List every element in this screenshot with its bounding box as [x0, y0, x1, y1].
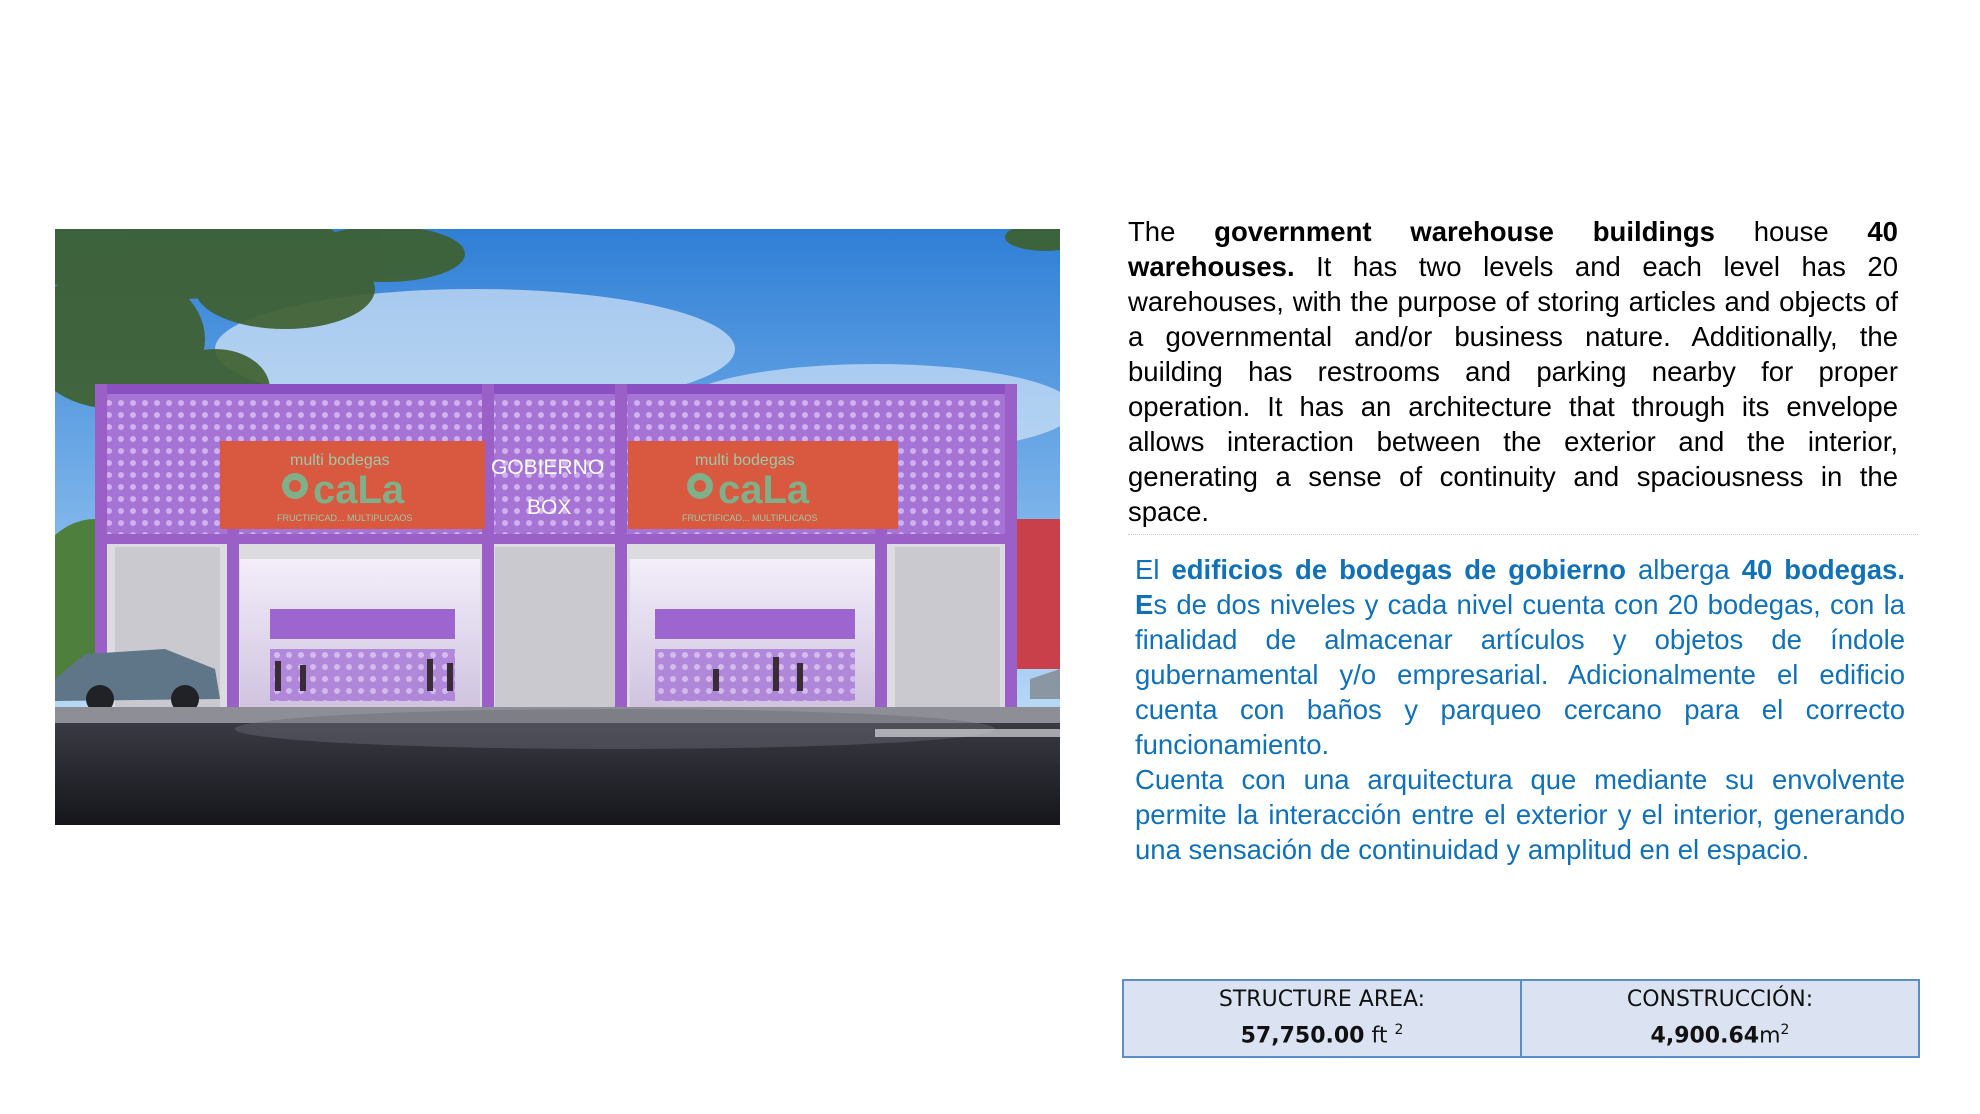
warehouse-illustration [55, 229, 1060, 825]
construction-label: CONSTRUCCIÓN: [1626, 987, 1814, 1013]
svg-text:caLa: caLa [718, 468, 810, 512]
structure-area-value [1241, 1015, 1404, 1051]
svg-text:FRUCTIFICAD... MULTIPLICAOS: FRUCTIFICAD... MULTIPLICAOS [682, 513, 818, 523]
structure-area-exponent: 2 [1394, 1022, 1404, 1039]
construction-cell [1520, 981, 1918, 1056]
spanish-paragraph-2: Cuenta con una arquitectura que mediante su envolvente permite la interacción entre el exterior y el interior, generando una sensación de continuidad y amplitud en el espacio. [1135, 764, 1905, 865]
spanish-bold-bodegas: 40 bodegas. E [1135, 554, 1905, 620]
spanish-text: s de dos niveles y cada nivel cuenta con 20 bodegas, con la finalidad de almacenar artículos y objetos de índole gubernamental y/o empresarial. Adicionalmente el edificio cuenta con baños y parqueo cercano para el correcto funcionamiento. [1135, 589, 1905, 760]
area-table [1122, 979, 1920, 1058]
spanish-paragraph-1 [1135, 552, 1905, 762]
building-rendering [55, 229, 1060, 825]
spanish-text: El [1135, 554, 1172, 585]
svg-text:BOX: BOX [527, 496, 572, 519]
svg-text:FRUCTIFICAD... MULTIPLICAOS: FRUCTIFICAD... MULTIPLICAOS [277, 513, 413, 523]
english-text: house [1714, 216, 1868, 247]
english-text: The [1128, 216, 1215, 247]
english-description [1128, 214, 1898, 529]
english-bold-buildings: government warehouse buildings [1214, 216, 1715, 247]
sign-right [628, 441, 898, 529]
svg-text:caLa: caLa [313, 468, 405, 512]
svg-text:multi bodegas: multi bodegas [290, 452, 390, 469]
english-text: It has two levels and each level has 20 warehouses, with the purpose of storing articles and objects of a governmental and/or business nature. Additionally, the building has restrooms and parking nearby for proper operation. It has an architecture that through its envelope allows interaction between the exterior and the interior, generating a sense of continuity and spaciousness in the space. [1128, 251, 1898, 527]
spanish-bold-edificios: edificios de bodegas de gobierno [1171, 554, 1626, 585]
structure-area-unit: ft [1364, 1023, 1395, 1049]
section-divider [1128, 534, 1918, 535]
spanish-description [1135, 552, 1905, 867]
sign-left [220, 441, 485, 529]
english-bold-warehouses: 40 warehouses. [1128, 216, 1898, 282]
construction-value [1651, 1015, 1790, 1051]
structure-area-cell [1124, 981, 1520, 1056]
svg-text:multi bodegas: multi bodegas [695, 452, 795, 469]
construction-exponent: 2 [1780, 1022, 1790, 1039]
spanish-text: alberga [1625, 554, 1742, 585]
construction-number: 4,900.64 [1650, 1023, 1760, 1049]
construction-unit: m [1759, 1023, 1781, 1049]
structure-area-label: STRUCTURE AREA: [1218, 987, 1426, 1013]
svg-text:GOBIERNO: GOBIERNO [491, 456, 605, 479]
structure-area-number: 57,750.00 [1240, 1023, 1365, 1049]
